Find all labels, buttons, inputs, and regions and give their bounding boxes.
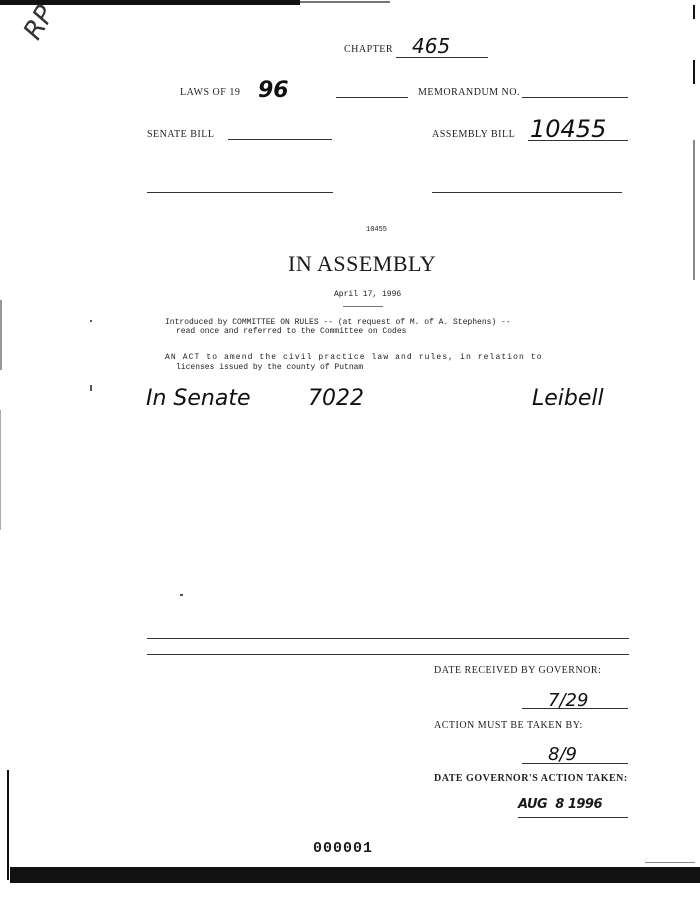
corner-initials: RP [18, 0, 61, 46]
scan-speck [180, 594, 183, 596]
scan-right-edge-mark [693, 140, 695, 280]
scan-speck [645, 862, 695, 863]
action-by-line [522, 763, 628, 764]
date-received-value: 7/29 [548, 690, 589, 711]
senate-bill-blank-line [228, 139, 332, 140]
act-line-1: AN ACT to amend the civil practice law and rules, in relation to [165, 353, 543, 362]
action-by-label: ACTION MUST BE TAKEN BY: [434, 720, 583, 731]
bill-date: April 17, 1996 [334, 290, 402, 299]
blank-line-left [147, 192, 333, 193]
separator-line-2 [147, 654, 629, 655]
senate-bill-label: SENATE BILL [147, 129, 215, 140]
laws-blank-line [336, 97, 408, 98]
senate-number: 7022 [308, 386, 364, 411]
print-number: 10455 [366, 226, 388, 234]
scan-left-edge-mark [7, 770, 9, 880]
in-assembly-title: IN ASSEMBLY [288, 251, 437, 276]
introduced-line-1: Introduced by COMMITTEE ON RULES -- (at request of M. of A. Stephens) -- [165, 318, 511, 327]
scan-right-edge-mark [693, 60, 695, 84]
scan-speck [90, 320, 92, 322]
scan-right-edge-mark [693, 5, 695, 19]
assembly-bill-underline [528, 140, 628, 141]
assembly-bill-number: 10455 [530, 115, 607, 143]
action-by-value: 8/9 [548, 744, 577, 765]
date-received-label: DATE RECEIVED BY GOVERNOR: [434, 665, 602, 676]
laws-label: LAWS OF 19 [180, 87, 241, 98]
sponsor-name: Leibell [532, 386, 604, 411]
blank-line-right [432, 192, 622, 193]
action-taken-label: DATE GOVERNOR'S ACTION TAKEN: [434, 773, 628, 784]
scan-top-band-thin [300, 1, 390, 3]
action-taken-stamp: AUG 8 1996 [518, 797, 603, 812]
page-number: 000001 [313, 840, 374, 857]
introduced-line-2: read once and referred to the Committee on Codes [176, 327, 407, 336]
scan-top-band [0, 0, 300, 5]
date-received-line [522, 708, 628, 709]
separator-line-1 [147, 638, 629, 639]
memorandum-label: MEMORANDUM NO. [418, 87, 521, 98]
scan-left-edge-mark [0, 410, 1, 530]
assembly-bill-label: ASSEMBLY BILL [432, 129, 516, 140]
action-taken-line [518, 817, 628, 818]
act-line-2: licenses issued by the county of Putnam [176, 363, 364, 372]
memorandum-blank-line [522, 97, 628, 98]
chapter-number: 465 [412, 34, 451, 58]
chapter-label: CHAPTER [344, 44, 394, 55]
scan-speck [90, 385, 92, 391]
laws-year: 96 [258, 78, 289, 103]
scan-bottom-band [10, 867, 700, 883]
in-senate-note: In Senate [146, 386, 251, 411]
date-underline [343, 306, 383, 307]
scan-left-edge-mark [0, 300, 2, 370]
